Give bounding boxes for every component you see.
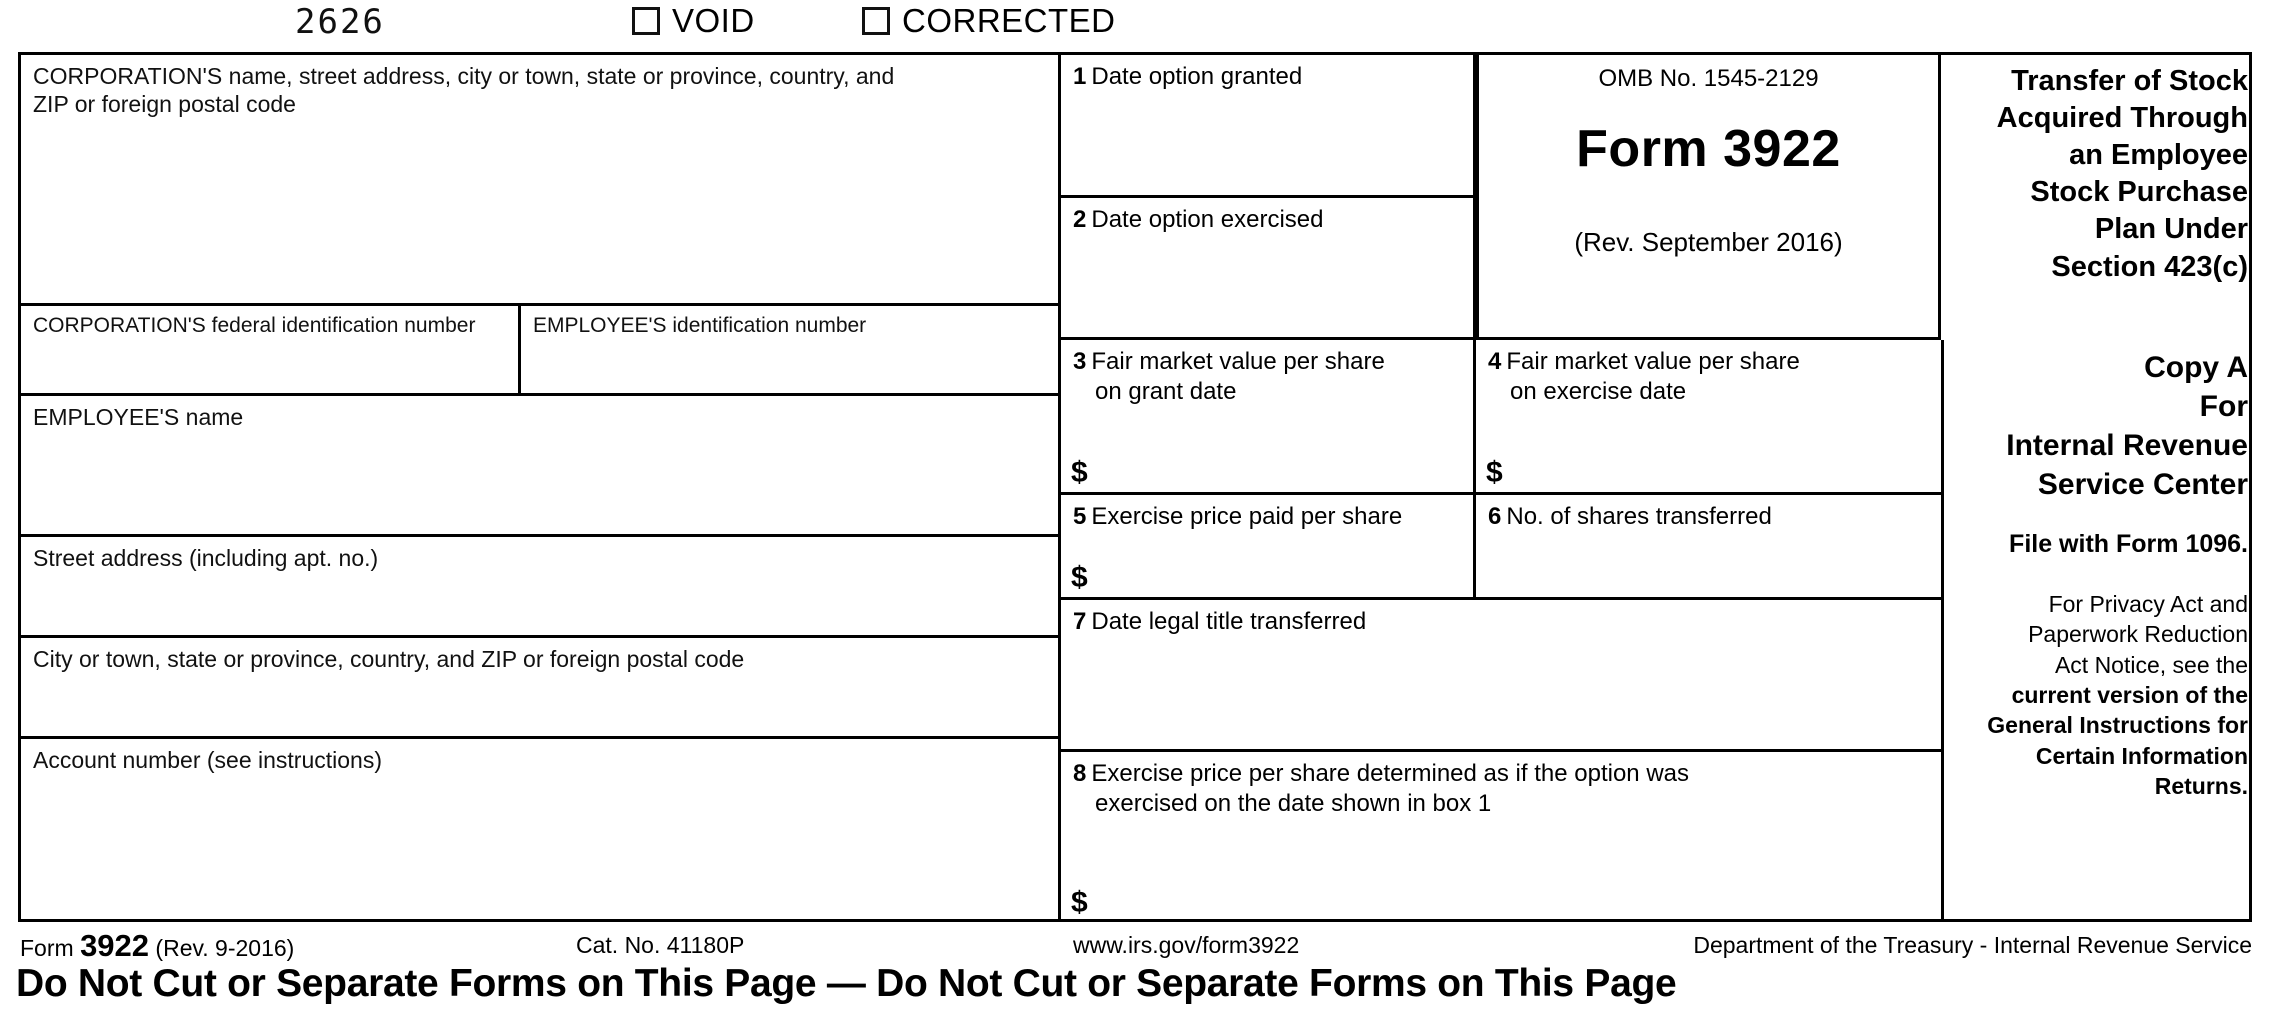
box3-currency-symbol: $ (1071, 456, 1088, 489)
box8-text: Exercise price per share determined as if the option was (1091, 760, 1689, 787)
form-title-block (1941, 55, 2252, 286)
corrected-checkbox-group[interactable] (862, 2, 1116, 40)
city-state-zip-field[interactable] (21, 638, 1058, 739)
corporation-name-address-field[interactable] (21, 55, 1058, 306)
copy-label-line-2: For (2199, 390, 2248, 423)
box5-exercise-price-paid-field[interactable] (1061, 495, 1476, 600)
box4-number: 4 (1488, 348, 1502, 375)
copy-label-line-4: Service Center (2037, 468, 2248, 501)
privacy-line-1: For Privacy Act and (2048, 591, 2248, 617)
footer-catalog-number: Cat. No. 41180P (576, 932, 745, 958)
street-address-field[interactable] (21, 537, 1058, 638)
box5-text: Exercise price paid per share (1091, 503, 1403, 530)
box7-date-legal-title-transferred-field[interactable] (1061, 600, 1941, 752)
account-number-field[interactable] (21, 739, 1058, 922)
box6-number: 6 (1488, 503, 1502, 530)
right-column (1941, 55, 2252, 919)
form-body (18, 52, 2252, 922)
footer-website-link[interactable]: www.irs.gov/form3922 (1073, 932, 1300, 958)
copy-a-block (1941, 340, 2252, 922)
box8-text-2: exercised on the date shown in box 1 (1095, 790, 1492, 817)
omb-number: OMB No. 1545-2129 (1598, 65, 1819, 92)
file-with-form-1096: File with Form 1096. (2009, 530, 2248, 558)
employee-tin-label: EMPLOYEE'S identification number (533, 314, 867, 337)
box8-label (1073, 759, 1931, 819)
box7-number: 7 (1073, 608, 1087, 635)
corporation-tin-field[interactable] (21, 306, 521, 396)
form-revision-date: (Rev. September 2016) (1574, 227, 1843, 257)
city-state-zip-label: City or town, state or province, country, and ZIP or foreign postal code (33, 646, 745, 672)
void-checkbox-group[interactable] (632, 2, 755, 40)
employee-tin-field[interactable] (521, 306, 1058, 396)
privacy-line-7: Returns. (2154, 773, 2248, 800)
corrected-label: CORRECTED (902, 2, 1116, 39)
form-number-heading: Form 3922 (1576, 120, 1841, 178)
left-column (21, 55, 1061, 919)
box3-text: Fair market value per share (1091, 348, 1385, 375)
corporation-tin-label: CORPORATION'S federal identification number (33, 314, 476, 337)
privacy-act-notice (1948, 589, 2248, 802)
box2-label (1073, 205, 1463, 235)
box4-currency-symbol: $ (1486, 456, 1503, 489)
corrected-checkbox[interactable] (862, 7, 890, 35)
box5-number: 5 (1073, 503, 1087, 530)
privacy-line-4: current version of the (2011, 682, 2248, 709)
form-title-line-4: Stock Purchase (2030, 176, 2248, 209)
form-title-line-3: an Employee (2069, 139, 2248, 172)
box7-label (1073, 607, 1931, 637)
copy-label-line-3: Internal Revenue (2006, 429, 2248, 462)
street-address-label: Street address (including apt. no.) (33, 545, 379, 571)
account-number-label: Account number (see instructions) (33, 747, 382, 773)
box8-currency-symbol: $ (1071, 886, 1088, 919)
box6-label (1488, 502, 1931, 532)
footer-form-number: 3922 (80, 928, 150, 963)
void-checkbox[interactable] (632, 7, 660, 35)
ocr-scan-code: 2626 (295, 2, 385, 42)
form-title-line-2: Acquired Through (1996, 102, 2248, 135)
form-title-line-5: Plan Under (2094, 213, 2248, 246)
footer-form-revision: (Rev. 9-2016) (155, 935, 295, 961)
privacy-line-6: Certain Information (2035, 742, 2248, 769)
box2-text: Date option exercised (1091, 206, 1324, 233)
box3-number: 3 (1073, 348, 1087, 375)
box6-shares-transferred-field[interactable] (1476, 495, 1941, 600)
box3-fmv-grant-date-field[interactable] (1061, 340, 1476, 495)
form-footer (18, 928, 2252, 962)
void-label: VOID (672, 2, 755, 39)
do-not-cut-notice: Do Not Cut or Separate Forms on This Page — Do Not Cut or Separate Forms on This Page (16, 962, 1677, 1005)
box4-label (1488, 347, 1931, 407)
footer-form-identifier (20, 928, 294, 964)
box3-label (1073, 347, 1463, 407)
privacy-line-3: Act Notice, see the (2054, 651, 2248, 678)
box8-number: 8 (1073, 760, 1087, 787)
box1-text: Date option granted (1091, 63, 1303, 90)
form-top-row (0, 0, 2270, 54)
box4-text-2: on exercise date (1510, 378, 1687, 405)
privacy-line-5: General Instructions for (1987, 712, 2248, 739)
box5-label (1073, 502, 1463, 532)
box4-text: Fair market value per share (1506, 348, 1800, 375)
box4-fmv-exercise-date-field[interactable] (1476, 340, 1941, 495)
form-title-line-1: Transfer of Stock (2011, 65, 2248, 97)
footer-department: Department of the Treasury - Internal Revenue Service (1693, 932, 2252, 958)
box2-number: 2 (1073, 206, 1087, 233)
box3-text-2: on grant date (1095, 378, 1237, 405)
middle-column (1061, 55, 1941, 919)
box1-number: 1 (1073, 63, 1087, 90)
box6-text: No. of shares transferred (1506, 503, 1772, 530)
form-title-line-6: Section 423(c) (2051, 250, 2248, 283)
box8-exercise-price-determined-field[interactable] (1061, 752, 1941, 922)
privacy-line-2: Paperwork Reduction (2028, 621, 2248, 648)
omb-form-block (1476, 55, 1941, 340)
employee-name-field[interactable] (21, 396, 1058, 537)
copy-label-line-1: Copy A (2144, 351, 2248, 384)
box2-date-option-exercised-field[interactable] (1061, 198, 1476, 340)
box7-text: Date legal title transferred (1091, 608, 1367, 635)
employee-name-label: EMPLOYEE'S name (33, 404, 244, 430)
box5-currency-symbol: $ (1071, 561, 1088, 594)
box1-date-option-granted-field[interactable] (1061, 55, 1476, 198)
box1-label (1073, 62, 1463, 92)
footer-form-word: Form (20, 935, 74, 961)
corporation-name-address-label: CORPORATION'S name, street address, city or town, state or province, country, and ZIP or foreign postal code (33, 63, 895, 118)
